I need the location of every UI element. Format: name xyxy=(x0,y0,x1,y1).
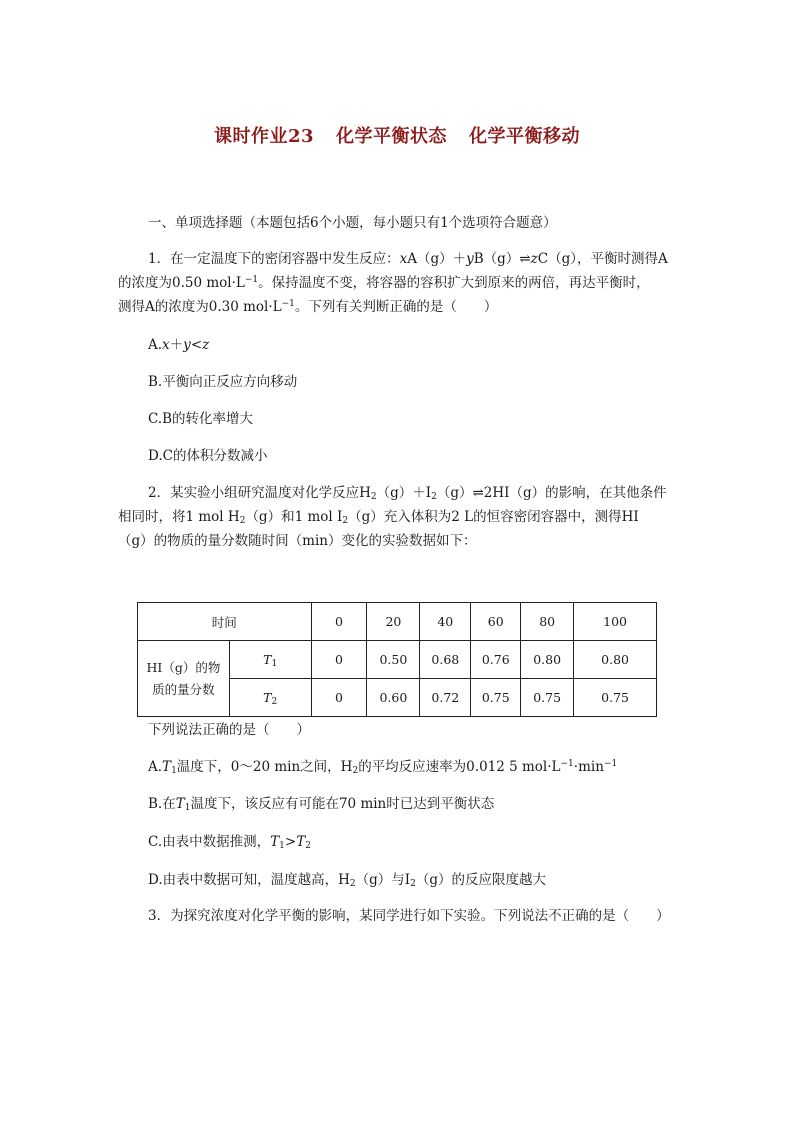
page-title xyxy=(0,122,794,148)
table-header-label: 时间 xyxy=(138,603,312,641)
q1-stem-line3: 测得A的浓度为0.30 $mol\cdot L^{-1}$。下列有关判断正确的是（ ） xyxy=(118,299,498,315)
q1-option-d: D.C的体积分数减小 xyxy=(148,448,268,464)
table-header-cell: 100 xyxy=(574,603,657,641)
table-cell: 0.75 xyxy=(471,679,521,717)
q1-option-a: A.x＋y<z xyxy=(148,337,210,353)
table-cell: 0 xyxy=(311,679,367,717)
q2-option-c: C.由表中数据推测，$T_1>T_2$ xyxy=(148,834,311,851)
table-header-cell: 0 xyxy=(311,603,367,641)
title-topic-2: 化学平衡移动 xyxy=(469,126,581,147)
table-cell: 0.80 xyxy=(521,641,574,679)
table-header-cell: 20 xyxy=(367,603,420,641)
q2-stem-line3: （g）的物质的量分数随时间（min）变化的实验数据如下： xyxy=(118,533,477,549)
table-cell: 0.76 xyxy=(471,641,521,679)
q2-stem-line2: 相同时，将1 mol $H_2(g)$和1 mol $I_2(g)$充入体积为2 L的恒容密闭容器中，测得HI xyxy=(118,509,639,526)
table-temp-cell: $T_1$ xyxy=(229,641,311,679)
table-header-cell: 40 xyxy=(420,603,471,641)
section-heading: 一、单项选择题（本题包括6个小题，每小题只有1个选项符合题意） xyxy=(148,215,557,231)
q1-option-b: B.平衡向正反应方向移动 xyxy=(148,374,298,390)
q2-option-d: D.由表中数据可知，温度越高，$H_2(g)$与$I_2(g)$的反应限度越大 xyxy=(148,872,547,889)
title-topic-1: 化学平衡状态 xyxy=(336,126,448,147)
q3-stem-line1: 3．为探究浓度对化学平衡的影响，某同学进行如下实验。下列说法不正确的是（ ） xyxy=(148,908,670,924)
q1-stem-line1: 1．在一定温度下的密闭容器中发生反应：xA（g）＋yB（g）⇌zC（g），平衡时测得A xyxy=(148,251,668,267)
table-cell: 0 xyxy=(311,641,367,679)
table-cell: 0.68 xyxy=(420,641,471,679)
table-header-cell: 60 xyxy=(471,603,521,641)
table-row-label: HI（g）的物 质的量分数 xyxy=(138,641,230,717)
table-row xyxy=(138,641,657,679)
q2-option-a: $A.T_1$温度下，0～20 min之间，$H_2$的平均反应速率为0.012 5 $mol\cdot L^{-1}\cdot\min^{-1}$ xyxy=(148,759,618,776)
table-header-cell: 80 xyxy=(521,603,574,641)
table-temp-cell: $T_2$ xyxy=(229,679,311,717)
q2-option-b: B.在$T_1$温度下，该反应有可能在70 min时已达到平衡状态 xyxy=(148,796,495,813)
q2-stem-line1: 2．某实验小组研究温度对化学反应$H_2(g)+I_2(g)\rightleftharpoons 2HI(g)$的影响，在其他条件 xyxy=(148,485,667,502)
table-cell: 0.80 xyxy=(574,641,657,679)
table-cell: 0.50 xyxy=(367,641,420,679)
table-cell: 0.75 xyxy=(521,679,574,717)
q1-option-c: C.B的转化率增大 xyxy=(148,411,254,427)
data-table xyxy=(137,602,657,717)
table-cell: 0.75 xyxy=(574,679,657,717)
q2-prompt: 下列说法正确的是（ ） xyxy=(148,722,310,738)
title-lesson: 课时作业23 xyxy=(213,126,315,147)
table-cell: 0.60 xyxy=(367,679,420,717)
q1-stem-line2: 的浓度为0.50 $mol\cdot L^{-1}$。保持温度不变，将容器的容积扩大到原来的两倍，再达平衡时， xyxy=(118,275,650,291)
table-header-row xyxy=(138,603,657,641)
table-cell: 0.72 xyxy=(420,679,471,717)
